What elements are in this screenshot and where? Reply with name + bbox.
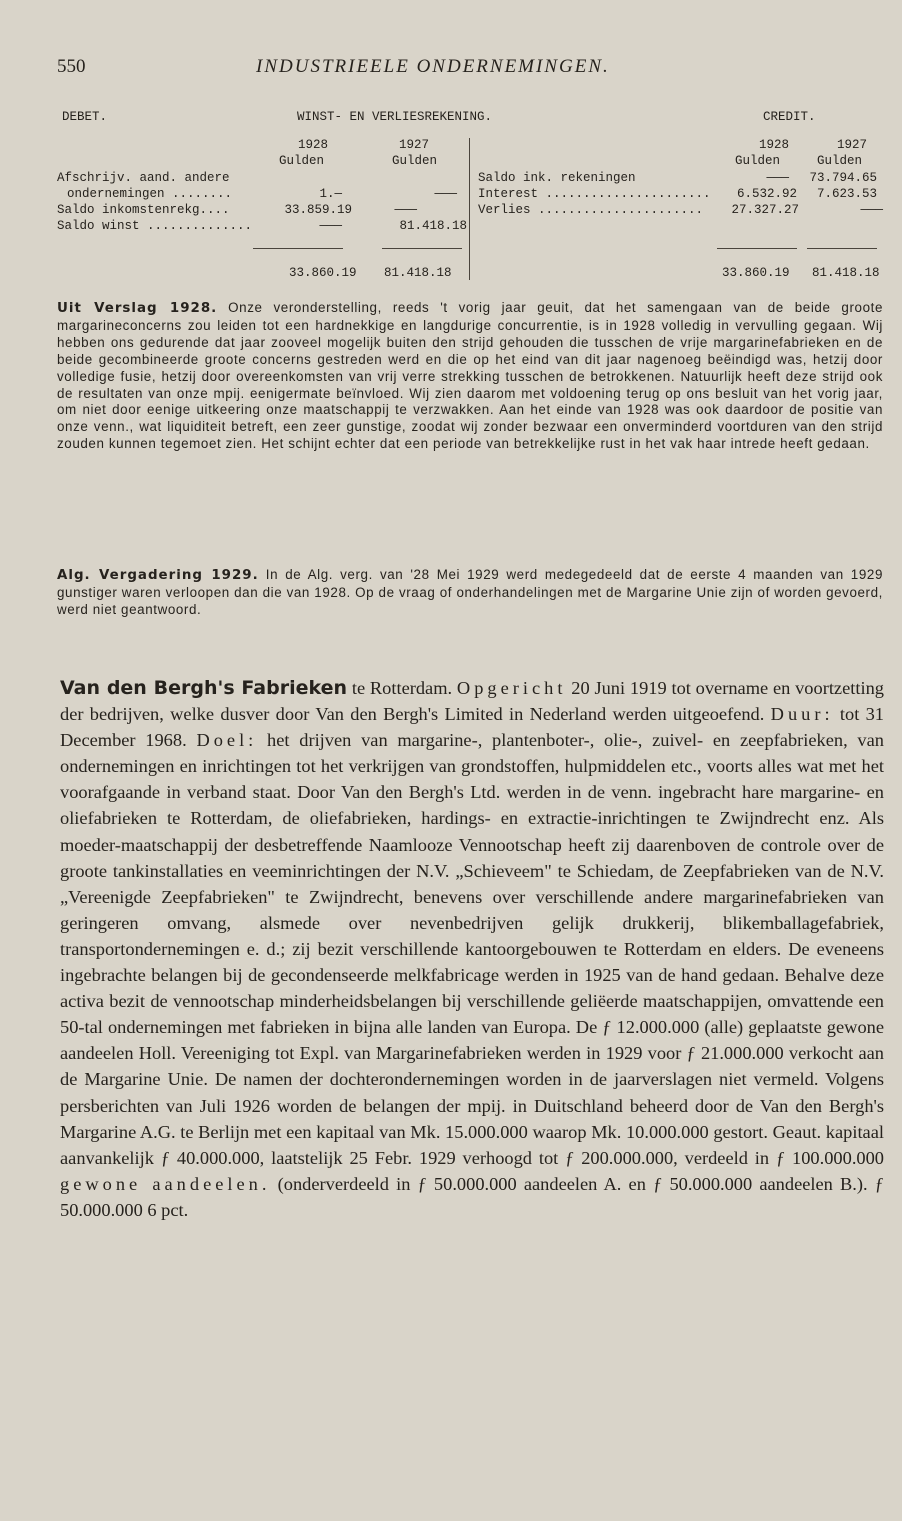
year-header: 1928 <box>298 138 329 152</box>
unit-header: Gulden <box>817 154 863 168</box>
unit-header: Gulden <box>279 154 325 168</box>
total-rule <box>717 248 797 249</box>
debit-value: 33.859.19 <box>284 203 352 217</box>
account-title: WINST- EN VERLIESREKENING. <box>297 110 493 124</box>
meeting-heading: Alg. Vergadering 1929. <box>57 568 259 583</box>
purpose-text: het drijven van margarine-, plantenboter-, olie-, zuivel- en zeepfabrieken, van ondernemingen en inrichtingen tot het verkrijgen van grondstoffen, hulpmiddelen etc., voorts alles wat met het voorafgaande in verband staat. Door Van den Bergh's Ltd. werden in de venn. ingebracht hare margarine- en oliefabrieken te Rotterdam, de oliefabrieken, hardings- en extractie-inrichtingen te Zwijndrecht enz. Als moeder-maatschappij der desbetreffende Naamlooze Vennootschap heeft zij daarenboven de controle over de groote tankinstallaties en veeminrichtingen der N.V. „Schieveem" te Schiedam, de Zeepfabrieken van de N.V. „Vereenigde Zeepfabrieken" te Zwijndrecht, benevens over verschillende andere margarinefabrieken van geringeren omvang, alsmede over nevenbedrijven gelijk drukkerij, blikemballagefabriek, transportondernemingen e. d.; zij bezit verschillende kantoorgebouwen te Rotterdam en elders. De eveneens ingebrachte belangen bij de gecondenseerde melkfabricage werden in 1925 van de hand gedaan. Behalve deze activa bezit de vennootschap minderheidsbelangen bij verschillende geliëerde maatschappijen, omvattende een 50-tal ondernemingen met fabrieken in bijna alle landen van Europa. De ƒ 12.000.000 (alle) geplaatste gewone aandeelen Holl. Vereeniging tot Expl. van Margarinefabrieken werden in 1929 voor ƒ 21.000.000 verkocht aan de Margarine Unie. De namen der dochterondernemingen worden in de jaarverslagen niet vermeld. Volgens persberichten van Juli 1926 worden de belangen der mpij. in Duitschland beheerd door de Van den Bergh's Margarine A.G. te Berlijn met een kapitaal van Mk. 15.000.000 waarop Mk. 10.000.000 gestort. Geaut. kapitaal aanvankelijk ƒ 40.000.000, laatstelijk 25 Febr. 1929 verhoogd tot ƒ 200.000.000, verdeeld in ƒ 100.000.000 <box>60 730 884 1168</box>
credit-value: 7.623.53 <box>816 187 877 201</box>
year-header: 1928 <box>759 138 790 152</box>
credit-label: CREDIT. <box>763 110 816 124</box>
meeting-paragraph <box>57 567 883 619</box>
debit-value: ——— <box>394 203 417 217</box>
credit-row-label: Verlies ...................... <box>478 203 704 217</box>
debit-value: ——— <box>434 187 457 201</box>
duration-label: Duur: <box>770 704 834 725</box>
credit-row-label: Saldo ink. rekeningen <box>478 171 636 185</box>
company-entry <box>60 675 884 1223</box>
credit-value: 27.327.27 <box>731 203 799 217</box>
profit-loss-account <box>57 110 887 292</box>
debit-row-label: Afschrijv. aand. andere <box>57 171 230 185</box>
founded-text: 20 Juni 1919 tot overname en voortzetting der bedrijven, welke dusver door Van den Bergh's Limited in Nederland werden uitgeoefend. <box>60 678 884 725</box>
credit-row-label: Interest ...................... <box>478 187 711 201</box>
page-number: 550 <box>57 56 86 77</box>
capital-tail-text: (onderverdeeld in ƒ 50.000.000 aandeelen A. en ƒ 50.000.000 aandeelen B.). ƒ 50.000.000 6 pct. <box>60 1173 884 1220</box>
company-location: te Rotterdam. <box>351 678 453 698</box>
debit-value: 81.418.18 <box>399 219 467 233</box>
debit-total: 33.860.19 <box>289 266 357 280</box>
report-heading: Uit Verslag 1928. <box>57 301 218 316</box>
total-rule <box>253 248 343 249</box>
duration-text: tot 31 December 1968. <box>60 704 884 751</box>
debit-row-label: Saldo inkomstenrekg.... <box>57 203 230 217</box>
debit-total: 81.418.18 <box>384 266 452 280</box>
credit-total: 81.418.18 <box>812 266 880 280</box>
total-rule <box>382 248 462 249</box>
meeting-text: In de Alg. verg. van '28 Mei 1929 werd medegedeeld dat de eerste 4 maanden van 1929 gunstiger waren verloopen dan die van 1928. Op de vraag of onderhandelingen met de Margarine Unie zijn of worden gevoerd, werd niet geantwoord. <box>57 567 883 617</box>
total-rule <box>807 248 877 249</box>
debit-row-label: ondernemingen ........ <box>67 187 233 201</box>
debit-value: 1.— <box>319 187 342 201</box>
report-text: Onze veronderstelling, reeds 't vorig jaar geuit, dat het samengaan van de beide groote margarineconcerns zou leiden tot een hardnekkige en langdurige concurrentie, is in 1928 volledig in vervulling gegaan. Wij hebben ons gedurende dat jaar zooveel mogelijk buiten den strijd gehouden die tusschen de vrije margarinefabrieken en de beide gecombineerde groote concerns gestreden werd en die op het eind van dit jaar nagenoeg beëindigd was, hetzij door volledige fusie, hetzij door overeenkomsten van vrij verre strekking tusschen de betrokkenen. Natuurlijk heeft deze strijd ook de resultaten van onze mpij. eenigermate beïnvloed. Wij zien daarom met voldoening terug op ons besluit van het vorig jaar, om niet door eenige uitkeering onze maatschappij te verzwakken. Aan het einde van 1928 was ook daardoor de positie van onze venn., wat liquiditeit betreft, een zeer gunstige, zoodat wij zonder bezwaar een onverminderd voortduren van den strijd zouden kunnen tegemoet zien. Het schijnt echter dat een periode van betrekkelijke rust in het vak haar intrede heeft gedaan. <box>57 300 883 452</box>
purpose-label: Doel: <box>196 730 258 751</box>
credit-value: ——— <box>860 203 883 217</box>
unit-header: Gulden <box>735 154 781 168</box>
year-header: 1927 <box>399 138 430 152</box>
credit-value: ——— <box>766 171 789 185</box>
credit-value: 73.794.65 <box>809 171 877 185</box>
debet-label: DEBET. <box>62 110 108 124</box>
year-header: 1927 <box>837 138 868 152</box>
debit-row-label: Saldo winst .............. <box>57 219 253 233</box>
credit-value: 6.532.92 <box>736 187 797 201</box>
founded-label: Opgericht <box>456 678 567 698</box>
unit-header: Gulden <box>392 154 438 168</box>
report-paragraph <box>57 300 883 453</box>
ordinary-shares-label: gewone aandeelen. <box>60 1173 271 1194</box>
credit-total: 33.860.19 <box>722 266 790 280</box>
debit-value: ——— <box>319 219 342 233</box>
column-divider <box>469 138 470 280</box>
company-name: Van den Bergh's Fabrieken <box>60 677 348 699</box>
running-title: INDUSTRIEELE ONDERNEMINGEN. <box>256 56 610 77</box>
